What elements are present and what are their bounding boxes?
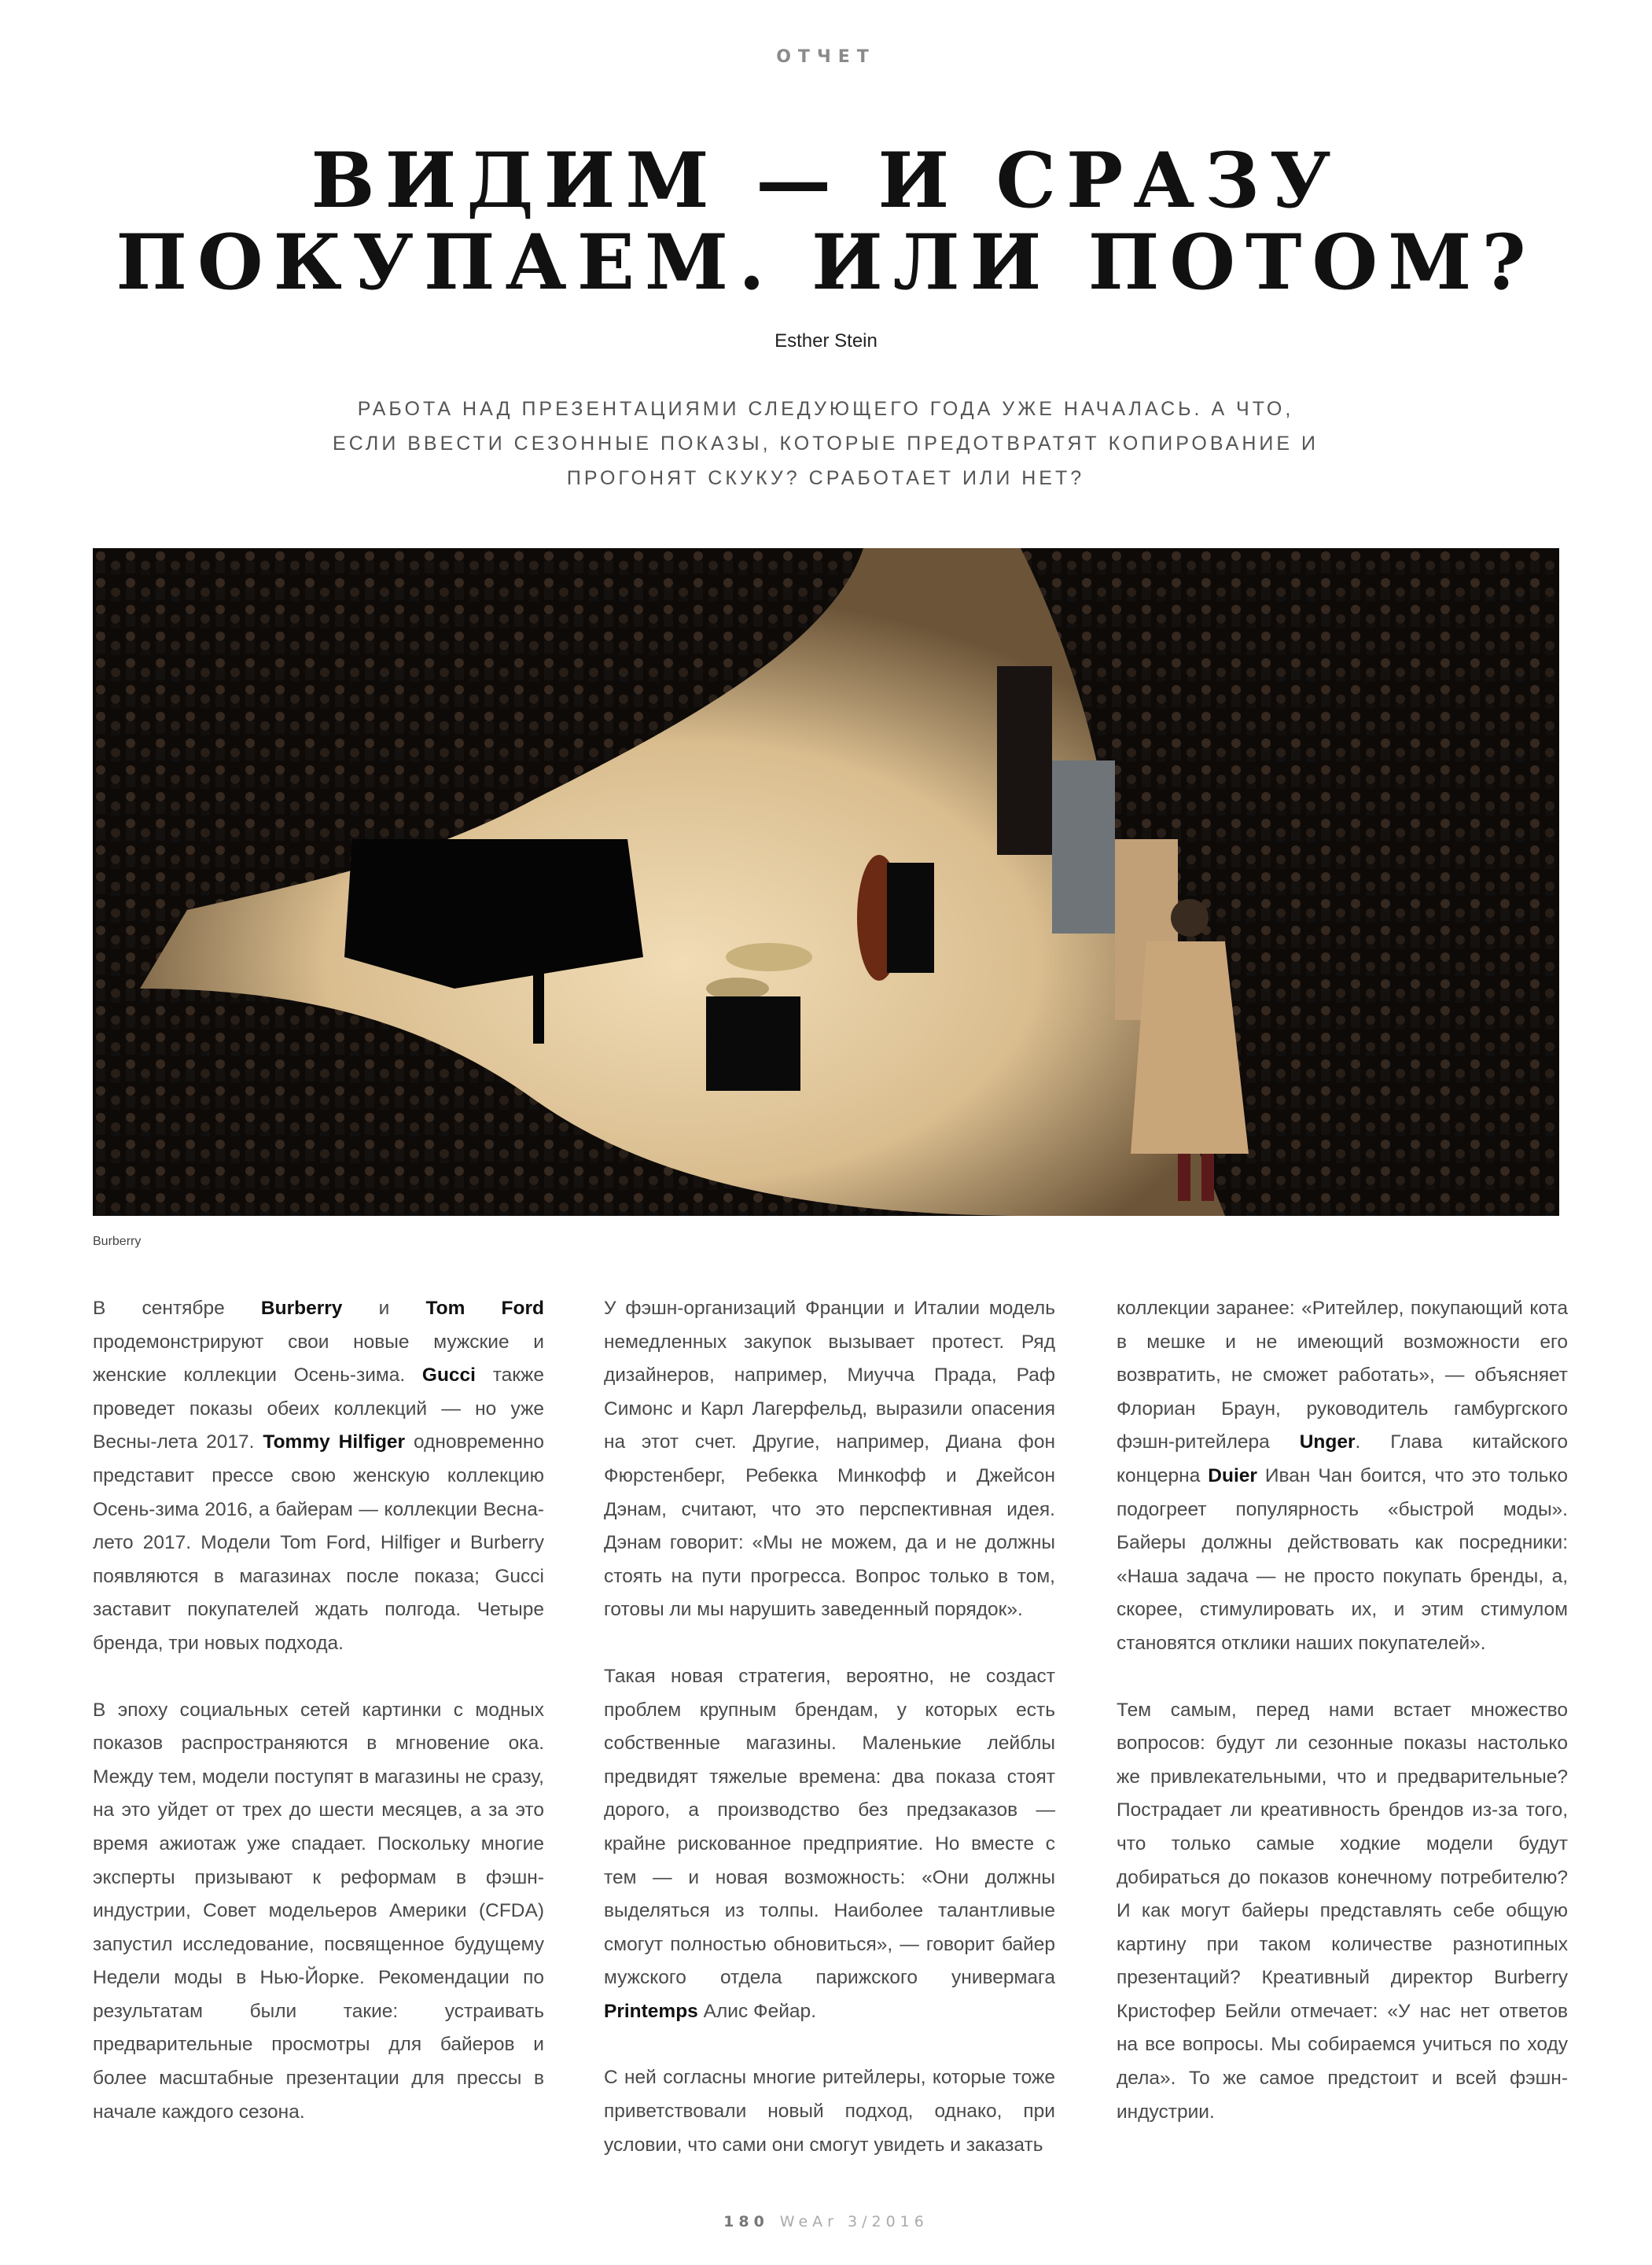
lead-line: РАБОТА НАД ПРЕЗЕНТАЦИЯМИ СЛЕДУЮЩЕГО ГОДА УЖЕ НАЧАЛАСЬ. А ЧТО, xyxy=(357,398,1294,420)
lead-line: ПРОГОНЯТ СКУКУ? СРАБОТАЕТ ИЛИ НЕТ? xyxy=(566,467,1085,489)
drum-kit xyxy=(706,996,800,1091)
text-run: Алис Фейар. xyxy=(697,2000,816,2022)
article-lead xyxy=(299,392,1352,495)
runway-photo xyxy=(93,548,1559,1216)
magazine-issue: WeAr 3/2016 xyxy=(779,2213,929,2230)
paragraph: В эпоху социальных сетей картинки с модных показов распространяются в мгновение ока. Между тем, модели поступят в магазины не сразу, на это уйдет от трех до шести месяцев, а за это время ажиотаж уже спадает. Поскольку многие эксперты призывают к реформам в фэшн-индустрии, Совет модельеров Америки (CFDA) запустил исследование, посвященное будущему Недели моды в Нью-Йорке. Рекомендации по результатам были такие: устраивать предварительные просмотры для байеров и более масштабные презентации для прессы в начале каждого сезона. xyxy=(93,1699,544,2123)
page-number: 180 xyxy=(723,2213,769,2230)
cellist xyxy=(887,863,934,973)
model xyxy=(997,666,1052,855)
article-column-1 xyxy=(93,1292,544,2162)
brand-name: Duier xyxy=(1208,1464,1257,1486)
section-label: ОТЧЕТ xyxy=(776,47,876,67)
article-column-3 xyxy=(1117,1292,1568,2162)
brand-name: Tommy Hilfiger xyxy=(263,1431,406,1453)
text-run: В сентябре xyxy=(93,1298,261,1319)
page-footer xyxy=(0,2213,1652,2230)
brand-name: Tom Ford xyxy=(425,1298,544,1319)
model-grey-coat xyxy=(1052,761,1115,934)
brand-name: Gucci xyxy=(421,1365,476,1387)
text-run: одновременно представит прессе свою женскую коллекцию Осень-зима 2016, а байерам — коллекции Весна-лето 2017. Модели Tom Ford, Hilfiger и Burberry появляются в магазинах после показа; Gucci заставит покупателей ждать полгода. Четыре бренда, три новых подхода. xyxy=(93,1431,545,1654)
author-byline: Esther Stein xyxy=(774,330,878,352)
article-column-2 xyxy=(604,1292,1055,2195)
paragraph xyxy=(1117,1292,1568,1661)
brand-name: Printemps xyxy=(604,2000,698,2022)
text-run: Такая новая стратегия, вероятно, не создаст проблем крупным брендам, у которых есть собственные магазины. Маленькие лейблы предвидят тяжелые времена: два показа стоят дорого, а производство без предзаказов — крайне рискованное предприятие. Но вместе с тем — и новая возможность: «Они должны выделяться из толпы. Наиболее талантливые смогут полностью обновиться», — говорит байер мужского отдела парижского универмага xyxy=(604,1665,1055,1989)
paragraph: Тем самым, перед нами встает множество вопросов: будут ли сезонные показы настолько же привлекательными, что и предварительные? Пострадает ли креативность брендов из-за того, что только самые ходкие модели будут добираться до показов конечному потребителю? И как могут байеры представлять себе общую картину при таком количестве разнотипных презентаций? Креативный директор Burberry Кристофер Бейли отмечает: «У нас нет ответов на все вопросы. Мы собираемся учиться по ходу дела». То же самое предстоит и всей фэшн-индустрии. xyxy=(1117,1699,1568,2123)
paragraph: С ней согласны многие ритейлеры, которые тоже приветствовали новый подход, однако, при условии, что сами они смогут увидеть и заказать xyxy=(604,2067,1055,2156)
paragraph xyxy=(604,1660,1055,2029)
title-line: ВИДИМ — И СРАЗУ xyxy=(311,136,1341,225)
article-title xyxy=(0,136,1652,307)
text-run: также проведет показы обеих коллекций — но уже Весны-лета 2017. xyxy=(93,1365,544,1453)
paragraph: У фэшн-организаций Франции и Италии модель немедленных закупок вызывает протест. Ряд дизайнеров, например, Миучча Прада, Раф Симонс и Карл Лагерфельд, выразили опасения на этот счет. Другие, например, Диана фон Фюрстенберг, Ребекка Минкофф и Джейсон Дэнам, считают, что это перспективная идея. Дэнам говорит: «Мы не можем, да и не должны стоять на пути прогресса. Вопрос только в том, готовы ли мы нарушить заведенный порядок». xyxy=(604,1298,1055,1621)
lead-line: ЕСЛИ ВВЕСТИ СЕЗОННЫЕ ПОКАЗЫ, КОТОРЫЕ ПРЕДОТВРАТЯТ КОПИРОВАНИЕ И xyxy=(333,433,1319,455)
brand-name: Burberry xyxy=(260,1298,343,1319)
text-run: коллекции заранее: «Ритейлер, покупающий кота в мешке и не имеющий возможности его возвратить, не сможет работать», — объясняет Флориан Браун, руководитель гамбургского фэшн-ритейлера xyxy=(1117,1298,1568,1453)
text-run: и xyxy=(342,1298,426,1319)
text-run: . Глава китайского концерна xyxy=(1117,1431,1568,1486)
runway-photo-illustration xyxy=(93,548,1559,1216)
title-line: ПОКУПАЕМ. ИЛИ ПОТОМ? xyxy=(116,218,1536,307)
text-run: Иван Чан боится, что это только подогреет популярность «быстрой моды». Байеры должны действовать как посредники: «Наша задача — не просто покупать бренды, а, скорее, стимулировать их, и этим стимулом становятся отклики наших покупателей». xyxy=(1117,1464,1568,1654)
text-run: продемонстрируют свои новые мужские и женские коллекции Осень-зима. xyxy=(93,1331,544,1387)
paragraph xyxy=(93,1292,544,1661)
brand-name: Unger xyxy=(1299,1431,1356,1453)
photo-caption: Burberry xyxy=(93,1235,142,1248)
cymbal xyxy=(726,943,812,971)
